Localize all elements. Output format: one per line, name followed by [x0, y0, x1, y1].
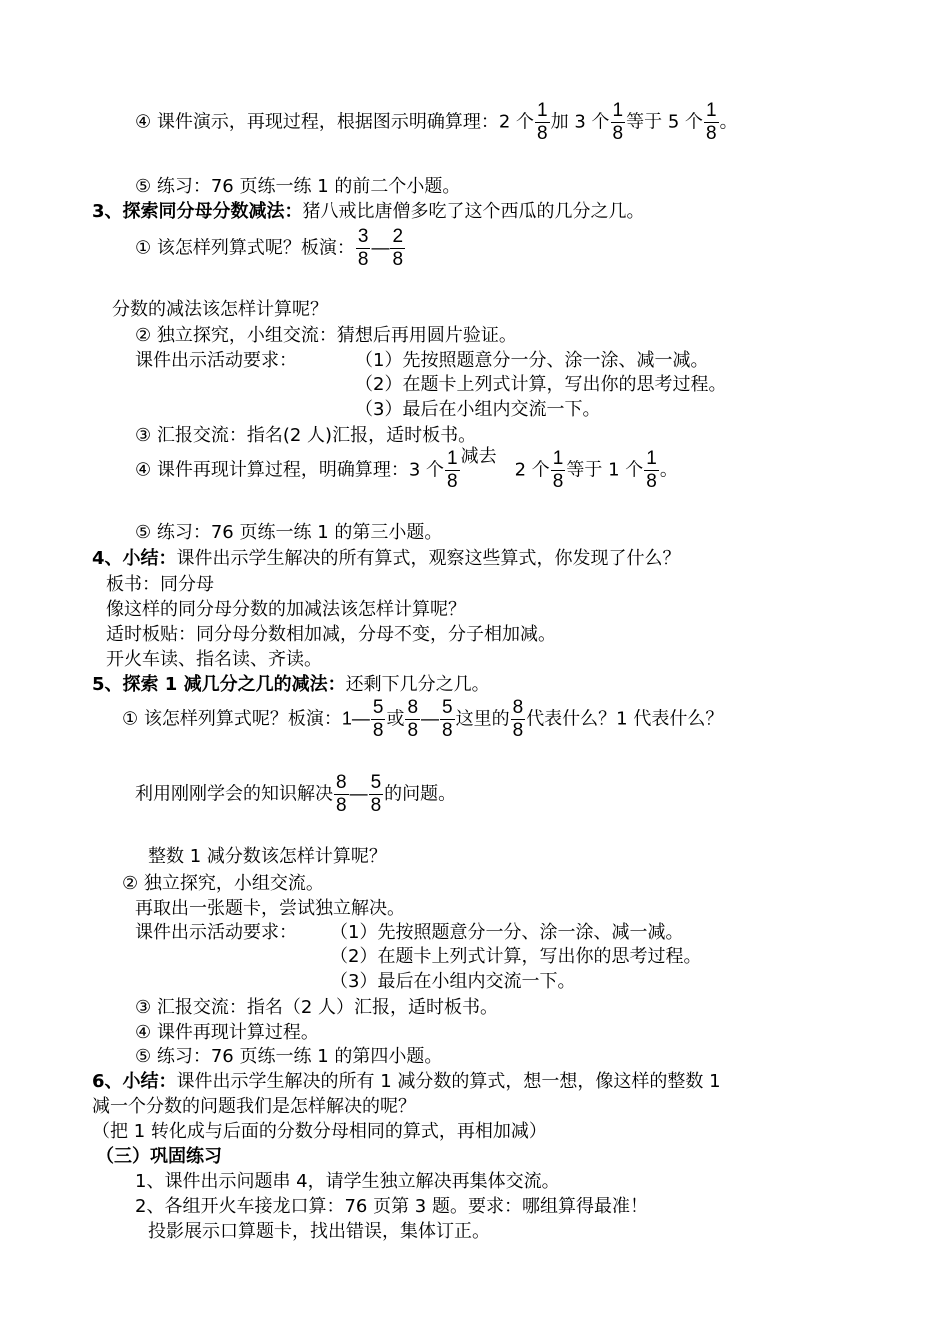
line-summary-note: （把 1 转化成与后面的分数分母相同的算式，再相加减） [92, 1121, 547, 1142]
text: 代表什么？1 代表什么？ [526, 708, 724, 730]
line-question: 分数的减法该怎样计算呢？ [112, 299, 328, 320]
section-title: 3、探索同分母分数减法： [92, 201, 303, 222]
line-practice-3: ⑤ 练习：76 页练一练 1 的第四小题。 [135, 1046, 443, 1067]
section-text: 课件出示学生解决的所有 1 减分数的算式，想一想，像这样的整数 1 [176, 1071, 721, 1092]
line-requirements [135, 349, 297, 373]
text: 等于 5 个 [626, 111, 703, 133]
line-requirement-2-2: （2）在题卡上列式计算，写出你的思考过程。 [330, 946, 702, 967]
fraction-one-eighth: $\frac{1}{8}$ [612, 100, 624, 144]
minus-sign: — [421, 708, 440, 729]
fraction-eight-eighths: $\frac{8}{8}$ [512, 697, 524, 741]
text: 2 个 [514, 459, 550, 481]
section-consolidation-heading: （三）巩固练习 [96, 1146, 222, 1167]
text: 利用刚刚学会的知识解决 [135, 783, 333, 805]
line-reading: 开火车读、指名读、齐读。 [106, 649, 322, 670]
line-apply-knowledge [135, 772, 456, 817]
section-4-heading [92, 547, 681, 571]
section-title: 4、小结： [92, 548, 177, 569]
fraction-one-eighth: $\frac{1}{8}$ [706, 100, 717, 144]
fraction-five-eighths: $\frac{5}{8}$ [370, 772, 382, 816]
text: ④ 课件演示，再现过程，根据图示明确算理：2 个 [135, 111, 535, 133]
line-requirement-2: （2）在题卡上列式计算，写出你的思考过程。 [355, 374, 727, 395]
line-report-2: ③ 汇报交流：指名（2 人）汇报，适时板书。 [135, 997, 499, 1018]
line-explore-2: ② 独立探究，小组交流。 [122, 873, 324, 894]
minus-sign: — [351, 708, 370, 729]
line-question-3: 整数 1 减分数该怎样计算呢？ [148, 846, 387, 867]
fraction-five-eighths: $\frac{5}{8}$ [442, 697, 453, 741]
section-text: 课件出示学生解决的所有算式，观察这些算式，你发现了什么？ [176, 548, 681, 569]
line-summary-cont: 减一个分数的问题我们是怎样解决的呢？ [92, 1096, 416, 1117]
text: 这里的 [455, 708, 510, 730]
fraction-one-eighth: $\frac{1}{8}$ [537, 100, 548, 144]
text: 或 [386, 708, 405, 730]
line-question-2: 像这样的同分母分数的加减法该怎样计算呢？ [106, 599, 466, 620]
line-report: ③ 汇报交流：指名(2 人)汇报，适时板书。 [135, 425, 477, 446]
fraction-one-eighth: $\frac{1}{8}$ [447, 448, 458, 492]
text: ① 该怎样列算式呢？板演： [122, 708, 342, 730]
line-rule: 适时板贴：同分母分数相加减，分母不变，分子相加减。 [106, 624, 556, 645]
section-text: 猪八戒比唐僧多吃了这个西瓜的几分之几。 [302, 201, 645, 222]
line-board-subtraction [135, 226, 406, 271]
line-requirement-2-3: （3）最后在小组内交流一下。 [330, 971, 576, 992]
line-board-one-minus [122, 697, 723, 742]
text: ④ 课件再现计算过程，明确算理：3 个 [135, 459, 445, 481]
line-explore: ② 独立探究，小组交流：猜想后再用圆片验证。 [135, 325, 517, 346]
fraction-two-eighths: $\frac{2}{8}$ [392, 226, 404, 270]
line-card: 再取出一张题卡，尝试独立解决。 [135, 898, 405, 919]
text: 。 [719, 111, 738, 133]
line-requirement-1: （1）先按照题意分一分、涂一涂、减一减。 [355, 350, 709, 371]
text: ① 该怎样列算式呢？板演： [135, 237, 355, 259]
text: 课件出示活动要求： [135, 922, 297, 943]
fraction-one-eighth: $\frac{1}{8}$ [646, 448, 657, 492]
line-demo-3: ④ 课件再现计算过程。 [135, 1022, 319, 1043]
fraction-three-eighths: $\frac{3}{8}$ [357, 226, 369, 270]
minus-sign: — [371, 237, 390, 258]
line-requirements-2 [135, 921, 297, 945]
text: 。 [659, 459, 678, 481]
section-title: 6、小结： [92, 1071, 177, 1092]
fraction-one-eighth: $\frac{1}{8}$ [552, 448, 564, 492]
text: 的问题。 [384, 783, 457, 805]
line-demo-subtraction [135, 445, 678, 493]
minus-sign: — [349, 783, 368, 804]
line-requirement-3: （3）最后在小组内交流一下。 [355, 399, 601, 420]
fraction-eight-eighths: $\frac{8}{8}$ [336, 772, 347, 816]
number-one: 1 [341, 708, 352, 729]
section-5-heading [92, 673, 490, 697]
section-title: 5、探索 1 减几分之几的减法： [92, 674, 346, 695]
text: 课件出示活动要求： [135, 350, 297, 371]
text: 减去 [460, 445, 497, 467]
text: 等于 1 个 [566, 459, 644, 481]
fraction-eight-eighths: $\frac{8}{8}$ [407, 697, 419, 741]
line-exercise-1: 1、课件出示问题串 4，请学生独立解决再集体交流。 [135, 1171, 560, 1192]
line-exercise-3: 投影展示口算题卡，找出错误，集体订正。 [148, 1221, 490, 1242]
section-3-heading [92, 200, 645, 224]
fraction-five-eighths: $\frac{5}{8}$ [372, 697, 384, 741]
text: 加 3 个 [550, 111, 610, 133]
line-board: 板书：同分母 [106, 574, 214, 595]
line-exercise-2: 2、各组开火车接龙口算：76 页第 3 题。要求：哪组算得最准！ [135, 1196, 648, 1217]
section-6-heading [92, 1070, 721, 1094]
section-text: 还剩下几分之几。 [345, 674, 490, 695]
line-practice-1: ⑤ 练习：76 页练一练 1 的前二个小题。 [135, 176, 461, 197]
line-requirement-2-1: （1）先按照题意分一分、涂一涂、减一减。 [330, 922, 684, 943]
line-demo-addition [135, 100, 738, 145]
line-practice-2: ⑤ 练习：76 页练一练 1 的第三小题。 [135, 522, 443, 543]
